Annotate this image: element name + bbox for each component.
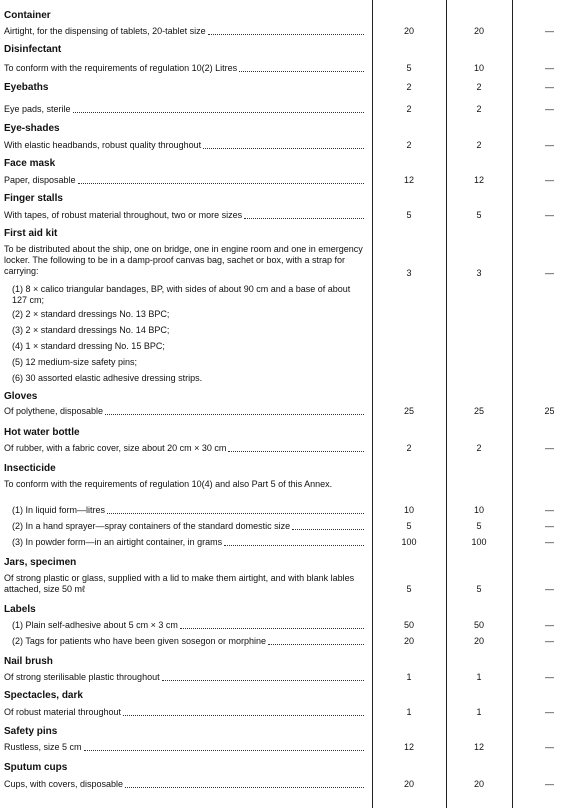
quantity-column-1: 5 (406, 521, 412, 531)
column-divider-3 (512, 0, 513, 808)
dot-leader (224, 545, 364, 546)
item-description: To conform with the requirements of regulation 10(4) and also Part 5 of this Annex. (4, 479, 333, 489)
quantity-column-3: — (545, 268, 554, 278)
description-text: Paper, disposable (4, 175, 76, 185)
item-description (4, 742, 366, 753)
item-heading: Disinfectant (4, 44, 62, 55)
quantity-column-2: 5 (476, 210, 482, 220)
description-text: Airtight, for the dispensing of tablets, 20-tablet size (4, 26, 206, 36)
quantity-column-2: 12 (473, 742, 484, 752)
item-description (4, 779, 366, 790)
column-divider-1 (372, 0, 373, 808)
quantity-column-3: — (545, 82, 554, 92)
sub-item-description (12, 521, 366, 532)
item-heading: Insecticide (4, 463, 56, 474)
item-description (4, 140, 366, 151)
quantity-column-2: 50 (473, 620, 484, 630)
quantity-column-1: 20 (403, 636, 414, 646)
item-heading: Face mask (4, 158, 56, 169)
item-heading: Safety pins (4, 726, 58, 737)
quantity-column-3: — (545, 521, 554, 531)
quantity-column-2: 5 (476, 584, 482, 594)
quantity-column-2: 1 (476, 672, 482, 682)
dot-leader (244, 218, 364, 219)
description-text: (3) In powder form—in an airtight container, in grams (12, 537, 223, 547)
sub-item-description (12, 537, 366, 548)
item-heading: Gloves (4, 391, 38, 402)
quantity-column-1: 100 (401, 537, 417, 547)
quantity-column-2: 20 (473, 779, 484, 789)
item-description (4, 672, 366, 683)
quantity-column-2: 3 (476, 268, 482, 278)
quantity-column-1: 2 (406, 140, 412, 150)
item-heading: Hot water bottle (4, 427, 80, 438)
sub-item-description: (4) 1 × standard dressing No. 15 BPC; (12, 341, 165, 351)
item-description (4, 26, 366, 37)
item-heading: Labels (4, 604, 36, 615)
quantity-column-2: 20 (473, 636, 484, 646)
dot-leader (239, 71, 364, 72)
description-text: Eye pads, sterile (4, 104, 71, 114)
dot-leader (123, 715, 364, 716)
item-heading: Sputum cups (4, 762, 68, 773)
item-heading: Eyebaths (4, 82, 49, 93)
quantity-column-3: — (545, 584, 554, 594)
quantity-column-2: 25 (473, 406, 484, 416)
dot-leader (208, 34, 364, 35)
quantity-column-3: — (545, 742, 554, 752)
quantity-column-1: 20 (403, 26, 414, 36)
dot-leader (84, 750, 364, 751)
quantity-column-1: 12 (403, 742, 414, 752)
item-description (4, 443, 366, 454)
quantity-column-3: — (545, 26, 554, 36)
sub-item-description: (3) 2 × standard dressings No. 14 BPC; (12, 325, 170, 335)
sub-item-description: (5) 12 medium-size safety pins; (12, 357, 138, 367)
item-description: Of strong plastic or glass, supplied with a lid to make them airtight, and with blank lables attached, size 50 mℓ (4, 573, 355, 594)
description-text: Of robust material throughout (4, 707, 122, 717)
quantity-column-3: 25 (544, 406, 555, 416)
sub-item-description: (2) 2 × standard dressings No. 13 BPC; (12, 309, 170, 319)
item-description (4, 210, 366, 221)
quantity-column-2: 1 (476, 707, 482, 717)
description-text: With tapes, of robust material throughout, two or more sizes (4, 210, 243, 220)
description-text: Of polythene, disposable (4, 406, 104, 416)
quantity-column-1: 2 (406, 443, 412, 453)
dot-leader (107, 513, 364, 514)
quantity-column-3: — (545, 443, 554, 453)
quantity-column-2: 10 (473, 63, 484, 73)
quantity-column-2: 20 (473, 26, 484, 36)
item-heading: Finger stalls (4, 193, 63, 204)
quantity-column-3: — (545, 505, 554, 515)
dot-leader (292, 529, 364, 530)
item-description (4, 707, 366, 718)
item-description (4, 63, 366, 74)
description-text: Of rubber, with a fabric cover, size about 20 cm × 30 cm (4, 443, 227, 453)
quantity-column-1: 12 (403, 175, 414, 185)
quantity-column-1: 2 (406, 82, 412, 92)
quantity-column-1: 1 (406, 707, 412, 717)
quantity-column-3: — (545, 104, 554, 114)
dot-leader (268, 644, 364, 645)
quantity-column-3: — (545, 537, 554, 547)
dot-leader (125, 787, 364, 788)
sub-item-description (12, 636, 366, 647)
dot-leader (228, 451, 364, 452)
quantity-column-1: 2 (406, 104, 412, 114)
quantity-column-3: — (545, 140, 554, 150)
quantity-column-1: 20 (403, 779, 414, 789)
quantity-column-2: 12 (473, 175, 484, 185)
dot-leader (105, 414, 364, 415)
sub-item-description: (6) 30 assorted elastic adhesive dressing strips. (12, 373, 203, 383)
quantity-column-1: 5 (406, 63, 412, 73)
description-text: (2) Tags for patients who have been given sosegon or morphine (12, 636, 266, 646)
quantity-column-3: — (545, 707, 554, 717)
description-text: With elastic headbands, robust quality throughout (4, 140, 202, 150)
quantity-column-1: 3 (406, 268, 412, 278)
sub-item-description: (1) 8 × calico triangular bandages, BP, with sides of about 90 cm and a base of about 127 cm; (12, 284, 351, 305)
quantity-column-1: 5 (406, 210, 412, 220)
description-text: (1) In liquid form—litres (12, 505, 106, 515)
dot-leader (180, 628, 364, 629)
description-text: Rustless, size 5 cm (4, 742, 82, 752)
item-description (4, 175, 366, 186)
item-heading: Container (4, 10, 51, 21)
quantity-column-1: 1 (406, 672, 412, 682)
item-description (4, 406, 366, 417)
item-heading: Eye-shades (4, 123, 60, 134)
quantity-column-2: 2 (476, 443, 482, 453)
item-heading: Jars, specimen (4, 557, 77, 568)
quantity-column-3: — (545, 779, 554, 789)
quantity-column-1: 5 (406, 584, 412, 594)
item-heading: First aid kit (4, 228, 58, 239)
item-heading: Spectacles, dark (4, 690, 83, 701)
dot-leader (78, 183, 364, 184)
quantity-column-2: 5 (476, 521, 482, 531)
sub-item-description (12, 620, 366, 631)
quantity-column-3: — (545, 672, 554, 682)
quantity-column-2: 2 (476, 82, 482, 92)
description-text: (2) In a hand sprayer—spray containers of the standard domestic size (12, 521, 291, 531)
item-heading: Nail brush (4, 656, 53, 667)
quantity-column-3: — (545, 175, 554, 185)
quantity-column-2: 2 (476, 140, 482, 150)
quantity-column-3: — (545, 63, 554, 73)
quantity-column-2: 2 (476, 104, 482, 114)
description-text: Of strong sterilisable plastic throughout (4, 672, 160, 682)
quantity-column-1: 25 (403, 406, 414, 416)
quantity-column-3: — (545, 636, 554, 646)
sub-item-description (12, 505, 366, 516)
description-text: Cups, with covers, disposable (4, 779, 124, 789)
column-divider-2 (446, 0, 447, 808)
dot-leader (203, 148, 364, 149)
quantity-column-2: 10 (473, 505, 484, 515)
dot-leader (162, 680, 364, 681)
quantity-column-3: — (545, 210, 554, 220)
quantity-column-3: — (545, 620, 554, 630)
item-description (4, 104, 366, 115)
dot-leader (73, 112, 364, 113)
quantity-column-1: 10 (403, 505, 414, 515)
description-text: To conform with the requirements of regulation 10(2) Litres (4, 63, 238, 73)
description-text: (1) Plain self-adhesive about 5 cm × 3 cm (12, 620, 178, 630)
quantity-column-1: 50 (403, 620, 414, 630)
item-description: To be distributed about the ship, one on bridge, one in engine room and one in emergency locker. The following to be in a damp-proof canvas bag, sachet or box, with a strap for carrying: (4, 244, 363, 276)
quantity-column-2: 100 (471, 537, 487, 547)
